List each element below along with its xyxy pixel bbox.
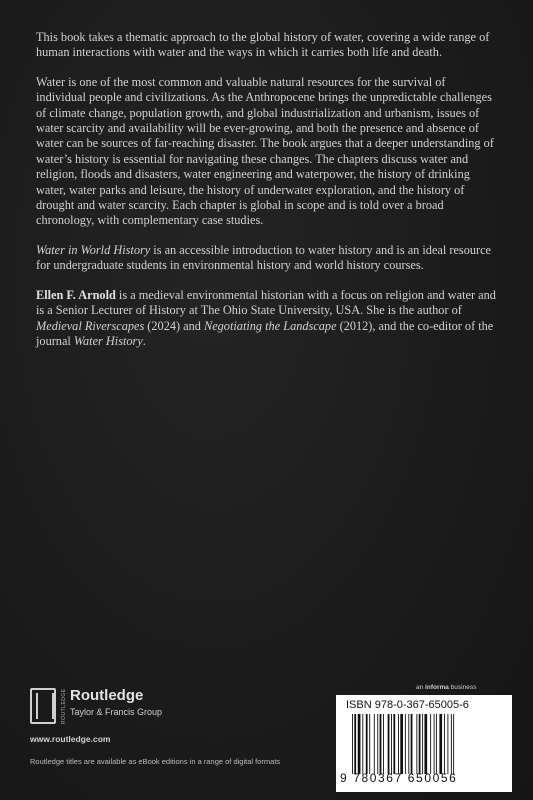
barcode-bar bbox=[358, 714, 361, 774]
barcode-bar bbox=[388, 714, 390, 774]
book-title-italic: Water in World History bbox=[36, 242, 151, 257]
publisher-name: Routledge bbox=[70, 687, 144, 704]
barcode-bar bbox=[405, 714, 406, 774]
barcode-bar bbox=[453, 714, 454, 774]
blurb-paragraph-2: Water is one of the most common and valuable natural resources for the survival of individual people and civilizations. As the Anthropocene brings the unpredictable challenges of climate change, population growth, and global industrialization and urbanism, issues of water scarcity and availability will be ever-growing, and both the presence and absence of water can be sources of far-reaching disaster. The book argues that a deeper understanding of water’s history is essential for navigating these changes. The chapters discuss water and religion, floods and disasters, water engineering and waterpower, the history of drinking water, water parks and leisure, the history of underwater exploration, and the history of drought and water scarcity. Each chapter is global in scope and is told over a broad chronology, with complementary case studies. bbox=[36, 74, 494, 228]
author-journal: Water History bbox=[73, 333, 143, 348]
informa-tagline bbox=[416, 684, 476, 691]
barcode-bar bbox=[377, 714, 378, 774]
author-book-2: Negotiating the Landscape bbox=[204, 318, 337, 333]
barcode-bar bbox=[366, 714, 368, 774]
barcode-bar bbox=[451, 714, 452, 774]
author-book-1: Medieval Riverscapes bbox=[36, 318, 145, 333]
publisher-website: www.routledge.com bbox=[30, 734, 111, 744]
barcode-digits: 9 780367 650056 bbox=[340, 771, 458, 785]
barcode-bar bbox=[369, 714, 370, 774]
barcode-bar bbox=[422, 714, 423, 774]
barcode-bar bbox=[391, 714, 392, 774]
barcode-bar bbox=[362, 714, 363, 774]
barcode-bars bbox=[352, 714, 502, 774]
author-bio-text: is a medieval environmental historian with a focus on religion and water and is a Senior Lecturer of History at The Ohio State University, USA. She is the author of bbox=[36, 287, 496, 318]
routledge-logo bbox=[30, 686, 230, 726]
author-name: Ellen F. Arnold bbox=[36, 287, 116, 302]
barcode-bar bbox=[419, 714, 421, 774]
isbn-label: ISBN 978-0-367-65005-6 bbox=[346, 699, 469, 711]
blurb-paragraph-3 bbox=[36, 243, 496, 274]
barcode-bar bbox=[444, 714, 445, 774]
barcode-bar bbox=[430, 714, 431, 774]
barcode-bar bbox=[374, 714, 375, 774]
barcode-bar bbox=[447, 714, 448, 774]
barcode-bar bbox=[434, 714, 435, 774]
isbn-barcode bbox=[336, 695, 512, 792]
blurb-paragraph-1: This book takes a thematic approach to the global history of water, covering a wide range of human interactions with water and the ways in which it carries both life and death. bbox=[36, 30, 490, 60]
barcode-bar bbox=[416, 714, 417, 774]
barcode-bar bbox=[424, 714, 427, 774]
blurb-paragraph-3-text: is an accessible introduction to water history and is an ideal resource for undergraduate students in environmental history and world history courses. bbox=[36, 242, 492, 273]
barcode-bar bbox=[383, 714, 384, 774]
ebook-note: Routledge titles are available as eBook editions in a range of digital formats bbox=[30, 757, 281, 766]
barcode-bar bbox=[411, 714, 413, 774]
informa-brand: informa bbox=[425, 684, 449, 691]
barcode-bar bbox=[398, 714, 399, 774]
author-bio-text: . bbox=[142, 333, 146, 348]
logo-vertical-text: ROUTLEDGE bbox=[61, 688, 67, 724]
barcode-bar bbox=[439, 714, 442, 774]
barcode-bar bbox=[436, 714, 437, 774]
author-bio-text: (2024) and bbox=[144, 318, 204, 333]
informa-prefix: an bbox=[416, 684, 426, 691]
routledge-logo-icon bbox=[30, 688, 56, 724]
blurb bbox=[36, 30, 496, 363]
barcode-bar bbox=[408, 714, 409, 774]
barcode-bar bbox=[400, 714, 403, 774]
barcode-bar bbox=[393, 714, 395, 774]
publisher-group: Taylor & Francis Group bbox=[70, 707, 163, 717]
author-bio bbox=[36, 288, 496, 350]
barcode-bar bbox=[354, 714, 356, 774]
barcode-bar bbox=[380, 714, 382, 774]
informa-suffix: business bbox=[448, 684, 477, 691]
publisher-block bbox=[30, 686, 290, 786]
author-bio-text: (2012), and the co-editor of the journal bbox=[36, 318, 494, 348]
barcode-bar bbox=[352, 714, 353, 774]
